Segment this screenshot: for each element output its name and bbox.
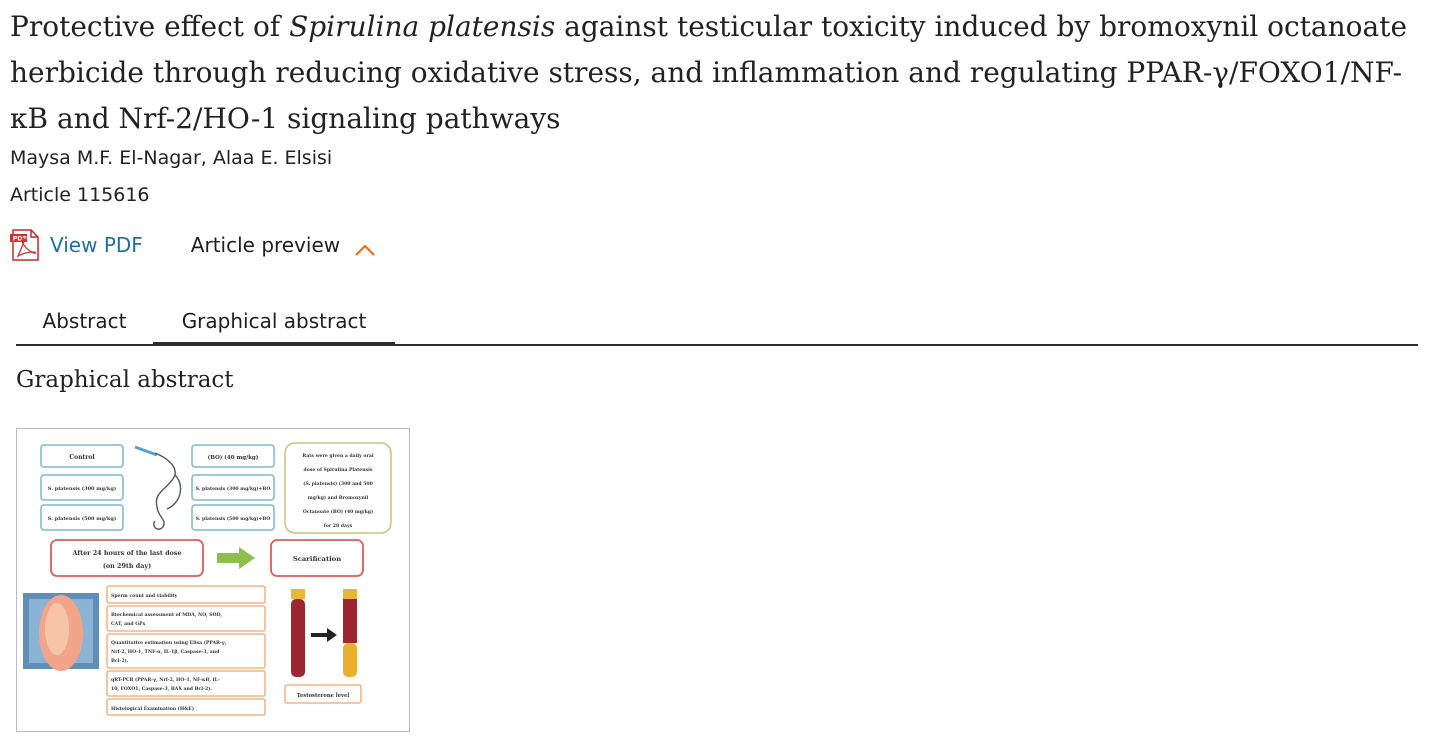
svg-text:Sperm count and viability: Sperm count and viability <box>111 594 178 599</box>
chevron-up-icon <box>354 238 376 252</box>
right-arrow-icon <box>217 547 255 569</box>
hormone-label: Testosterone level <box>296 693 350 699</box>
author-list: Maysa M.F. El-Nagar, Alaa E. Elsisi <box>10 147 333 169</box>
protocol-note <box>285 443 391 533</box>
group-bo: (BO) (40 mg/kg) <box>207 455 259 461</box>
svg-text:(S. platensis) (300 and 500: (S. platensis) (300 and 500 <box>303 482 373 487</box>
group-control: Control <box>69 454 95 461</box>
timing-line-2: (on 29th day) <box>102 562 152 570</box>
right-arrow-icon <box>311 628 337 642</box>
timing-line-1: After 24 hours of the last dose <box>72 549 182 557</box>
svg-text:Biochemical assessment of MDA,: Biochemical assessment of MDA, NO, SOD, <box>111 613 222 618</box>
title-species: Spirulina platensis <box>289 10 556 43</box>
group-sp500: S. platensis (500 mg/kg) <box>47 516 117 522</box>
left-group-boxes <box>41 445 123 530</box>
graphical-abstract-image[interactable] <box>16 428 410 732</box>
rat-illustration <box>135 447 181 529</box>
title-part-1: Protective effect of <box>10 10 290 43</box>
svg-text:Octanoate (BO) (40 mg/kg): Octanoate (BO) (40 mg/kg) <box>302 510 374 515</box>
svg-text:CAT, and GPx: CAT, and GPx <box>111 622 146 627</box>
svg-text:mg/kg) and Bromoxynil: mg/kg) and Bromoxynil <box>307 496 369 501</box>
assessment-list <box>107 586 265 715</box>
testis-photo <box>23 593 99 671</box>
svg-text:for 28 days: for 28 days <box>323 524 353 529</box>
svg-text:PDF: PDF <box>12 234 28 243</box>
title-part-2: against testicular toxicity induced by bromoxynil octanoate herbicide through reducing oxidative stress, and inflammation and regulating PPAR-γ/FOXO1/NF-κB and Nrf-2/HO-1 signaling pathways <box>10 10 1408 135</box>
svg-text:Histological Examination (H&E): Histological Examination (H&E) <box>111 707 195 712</box>
article-actions <box>10 228 376 262</box>
preview-tabs <box>16 300 1418 346</box>
article-preview-toggle[interactable] <box>191 233 376 257</box>
svg-text:dose of Spirulina Platensis: dose of Spirulina Platensis <box>303 468 373 473</box>
view-pdf-label: View PDF <box>50 233 143 257</box>
pdf-icon <box>10 229 40 261</box>
svg-text:Bcl-2).: Bcl-2). <box>111 659 129 664</box>
svg-text:Quantitative estimation using: Quantitative estimation using Elisa (PPAR-γ, <box>111 641 227 646</box>
group-sp300: S. platensis (300 mg/kg) <box>47 486 117 492</box>
blood-tubes <box>285 589 361 703</box>
right-group-boxes <box>192 445 274 530</box>
svg-text:10, FOXO1, Caspase-3, BAX and: 10, FOXO1, Caspase-3, BAX and Bcl-2). <box>111 687 212 692</box>
svg-text:qRT-PCR (PPAR-γ, Nrf-2, HO-1,: qRT-PCR (PPAR-γ, Nrf-2, HO-1, NF-κB, IL- <box>111 678 220 683</box>
tab-graphical-abstract[interactable]: Graphical abstract <box>153 306 395 346</box>
view-pdf-link[interactable] <box>10 229 143 261</box>
graphical-abstract-heading: Graphical abstract <box>16 367 234 393</box>
group-sp500-bo: S. platensis (500 mg/kg)+BO <box>195 517 271 522</box>
group-sp300-bo: S. platensis (300 mg/kg)+BO <box>195 487 271 492</box>
outcome-label: Scarification <box>292 555 342 563</box>
svg-text:Nrf-2, HO-1, TNF-α, IL-1β, Cas: Nrf-2, HO-1, TNF-α, IL-1β, Caspase-3, and <box>111 650 220 655</box>
article-title[interactable] <box>10 4 1430 142</box>
article-number: Article 115616 <box>10 184 150 206</box>
tab-abstract[interactable]: Abstract <box>42 309 127 333</box>
timing-row <box>51 540 363 576</box>
svg-text:Rats were given a daily oral: Rats were given a daily oral <box>302 454 374 459</box>
article-preview-label: Article preview <box>190 233 341 257</box>
